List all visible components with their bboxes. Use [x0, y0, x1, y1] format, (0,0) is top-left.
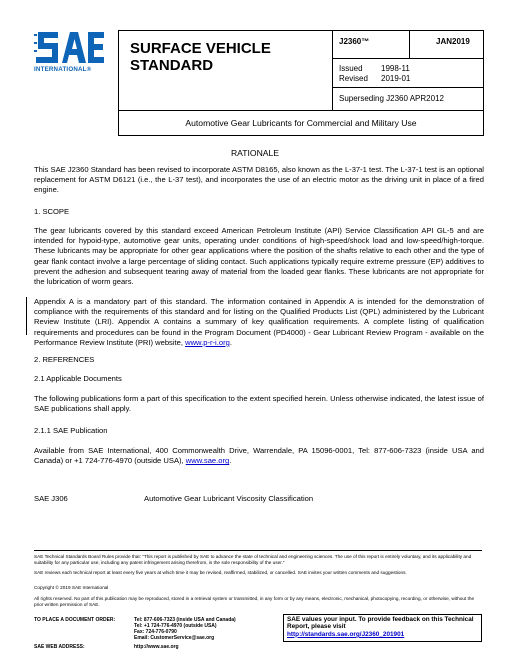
order-line: Fax: 724-776-0790	[134, 629, 177, 635]
pri-website-link[interactable]: www.p-r-i.org	[185, 337, 230, 347]
document-type: SURFACE VEHICLE STANDARD	[130, 40, 271, 74]
document-history	[339, 64, 410, 84]
feedback-text: SAE values your input. To provide feedback on this Technical Report, please visit	[287, 616, 474, 631]
sae-publication-heading: 2.1.1 SAE Publication	[34, 426, 108, 435]
review-text: SAE reviews each technical report at least every five years at which time it may be revised, reaffirmed, stabilized, or cancelled. SAE invites your written comments and suggestions.	[34, 570, 407, 575]
document-date: JAN2019	[436, 37, 470, 46]
history-value: 2019-01	[381, 74, 411, 83]
order-line: Tel: 877-606-7323 (inside USA and Canada)	[134, 617, 236, 623]
feedback-box	[283, 614, 482, 642]
order-line: Email: CustomerService@sae.org	[134, 635, 215, 641]
sae-publication-text	[34, 446, 484, 466]
reference-code: SAE J306	[34, 494, 68, 503]
scope-paragraph-1: The gear lubricants covered by this standard exceed American Petroleum Institute (API) Service Classification API GL-5 and are intended for hypoid-type, automotive gear units, operating under conditions of high-speed/shock load and low-speed/high-torque. These lubricants may be appropriate for other gear applications where the position of the shafts relative to each other and the type of gear flank contact involve a large percentage of sliding contact. Such applications typically require extreme pressure (EP) additives to prevent the adhesion and subsequent tearing away of material from the loaded gear flanks. These lubricants are not appropriate for the lubrication of worm gears.	[34, 226, 484, 287]
footer-divider	[34, 550, 482, 551]
history-value: 1998-11	[381, 64, 410, 73]
history-label: Issued	[339, 64, 363, 73]
change-bar	[26, 297, 27, 335]
logo-subtitle: INTERNATIONAL®	[34, 66, 92, 73]
rights-text: All rights reserved. No part of this publication may be reproduced, stored in a retrieval system or transmitted, in any form or by any means, electronic, mechanical, photocopying, recording, or otherwise, without the prior written permission of SAE.	[34, 596, 475, 607]
applicable-documents-heading: 2.1 Applicable Documents	[34, 374, 122, 383]
web-address[interactable]: http://www.sae.org	[134, 644, 179, 650]
copyright-text: Copyright © 2019 SAE International	[34, 585, 109, 590]
superseding-note: Superseding J2360 APR2012	[339, 94, 444, 103]
order-label: TO PLACE A DOCUMENT ORDER:	[34, 617, 116, 623]
document-number: J2360™	[339, 37, 370, 46]
scope-paragraph-2	[34, 297, 484, 348]
sae-website-link[interactable]: www.sae.org	[185, 456, 230, 466]
history-label: Revised	[339, 74, 368, 83]
scope-paragraph-2-text: Appendix A is a mandatory part of this standard. The information contained in Appendix A is intended for the demonstration of compliance with the requirements of this standard and for listing on the Qualified Products List (QPL) administered by the Lubricant Review Institute (LRI). Appendix A contains a summary of key qualification requirements. A complete listing of qualification requirements and procedures can be found in the Program Document (PD4000) - Gear Lubricant Review Program - available on the Performance Review Institute (PRI) website,	[34, 297, 484, 347]
reference-title: Automotive Gear Lubricant Viscosity Classification	[144, 494, 314, 503]
web-label: SAE WEB ADDRESS:	[34, 644, 85, 650]
rationale-heading: RATIONALE	[230, 148, 280, 158]
sae-publication-text-body: Available from SAE International, 400 Commonwealth Drive, Warrendale, PA 15096-0001, Tel: 877-606-7323 (inside USA and Canada) or +1 724-776-4970 (outside USA),	[34, 446, 484, 466]
feedback-link[interactable]: http://standards.sae.org/J2360_201901	[287, 630, 405, 638]
order-line: Tel: +1 724-776-4970 (outside USA)	[134, 623, 217, 629]
scope-paragraph-2-end: .	[229, 337, 232, 347]
scope-heading: 1. SCOPE	[34, 207, 70, 216]
applicable-documents-text: The following publications form a part of this specification to the extent specified herein. Unless otherwise indicated, the latest issue of SAE publications shall apply.	[34, 394, 484, 414]
sae-publication-text-end: .	[229, 456, 232, 466]
references-heading: 2. REFERENCES	[34, 355, 95, 364]
rationale-text: This SAE J2360 Standard has been revised to incorporate ASTM D8165, also known as the L-37-1 test. The L-37-1 test is an optional replacement for ASTM D6121 (i.e., the L-37 test), and incorporates the use of an electric motor as the driving unit in place of a fired engine.	[34, 165, 484, 195]
document-title: Automotive Gear Lubricants for Commercial and Military Use	[185, 118, 417, 128]
board-rules-text: SAE Technical Standards Board Rules provide that: “This report is published by SAE to advance the state of technical and engineering sciences. The use of this report is entirely voluntary, and its applicability and suitability for any particular use, including any patent infringement arising therefrom, is the sole responsibility of the user.”	[34, 554, 472, 565]
